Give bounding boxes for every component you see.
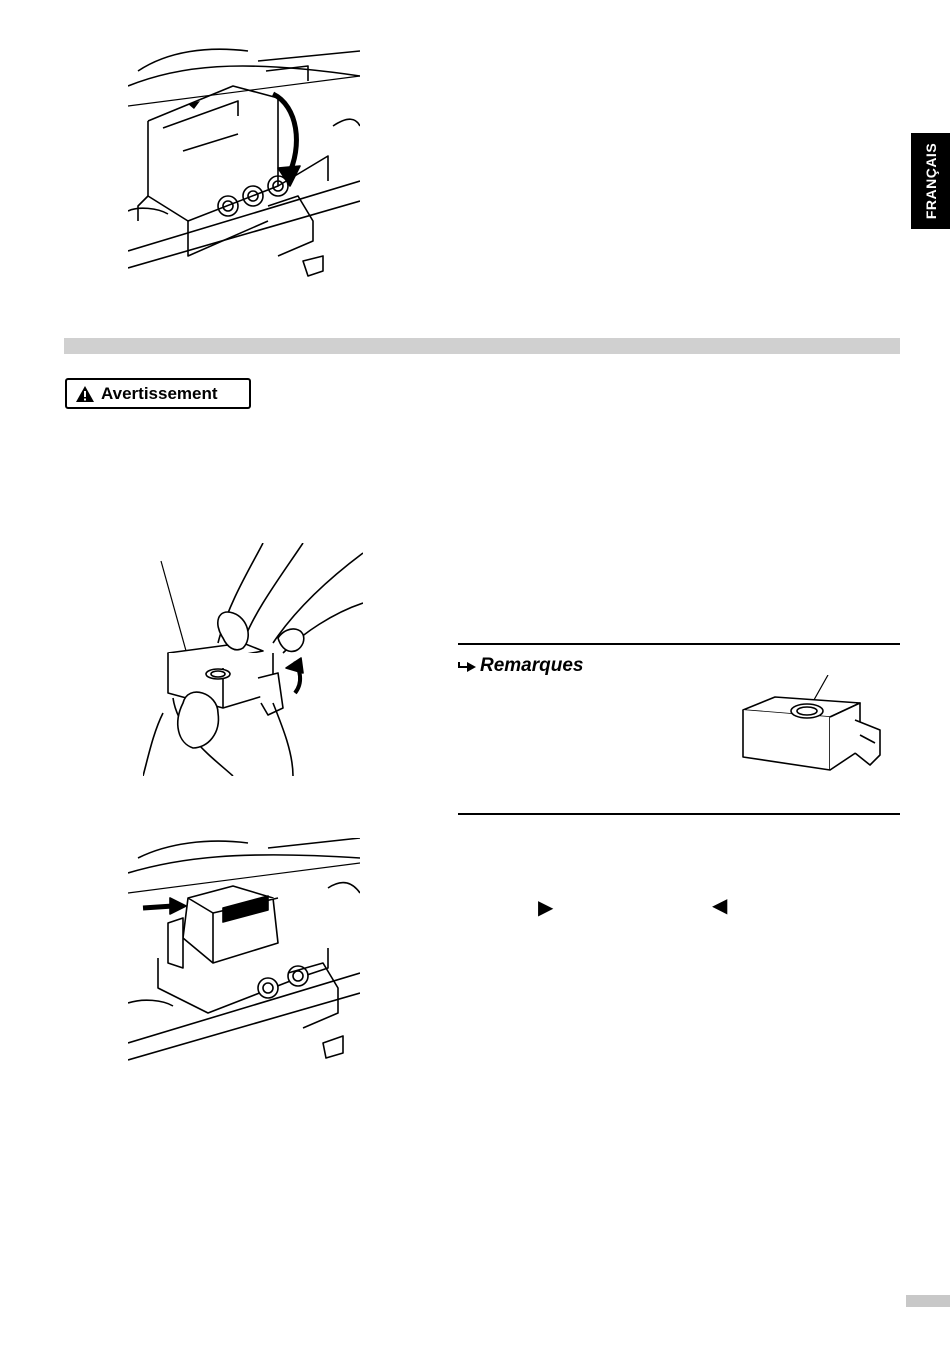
illustration-lock-lever — [128, 46, 360, 280]
section-header-bar — [64, 338, 900, 354]
pointer-arrow-icon — [458, 659, 478, 673]
notes-label: Remarques — [480, 655, 584, 676]
notes-top-rule — [458, 643, 900, 645]
language-tab-label: FRANÇAIS — [922, 142, 939, 220]
warning-box — [65, 378, 251, 409]
illustration-ink-tank-insertion — [128, 838, 360, 1066]
warning-triangle-icon — [75, 385, 95, 403]
warning-label: Avertissement — [101, 383, 218, 403]
right-arrow-icon: ▶ — [538, 897, 554, 919]
notes-header — [458, 655, 584, 677]
language-tab — [911, 133, 950, 229]
page-number-tab — [906, 1295, 950, 1307]
left-arrow-icon: ◀ — [712, 895, 728, 917]
illustration-cap-removal — [143, 543, 363, 776]
notes-bottom-rule — [458, 813, 900, 815]
illustration-print-head — [740, 675, 890, 780]
